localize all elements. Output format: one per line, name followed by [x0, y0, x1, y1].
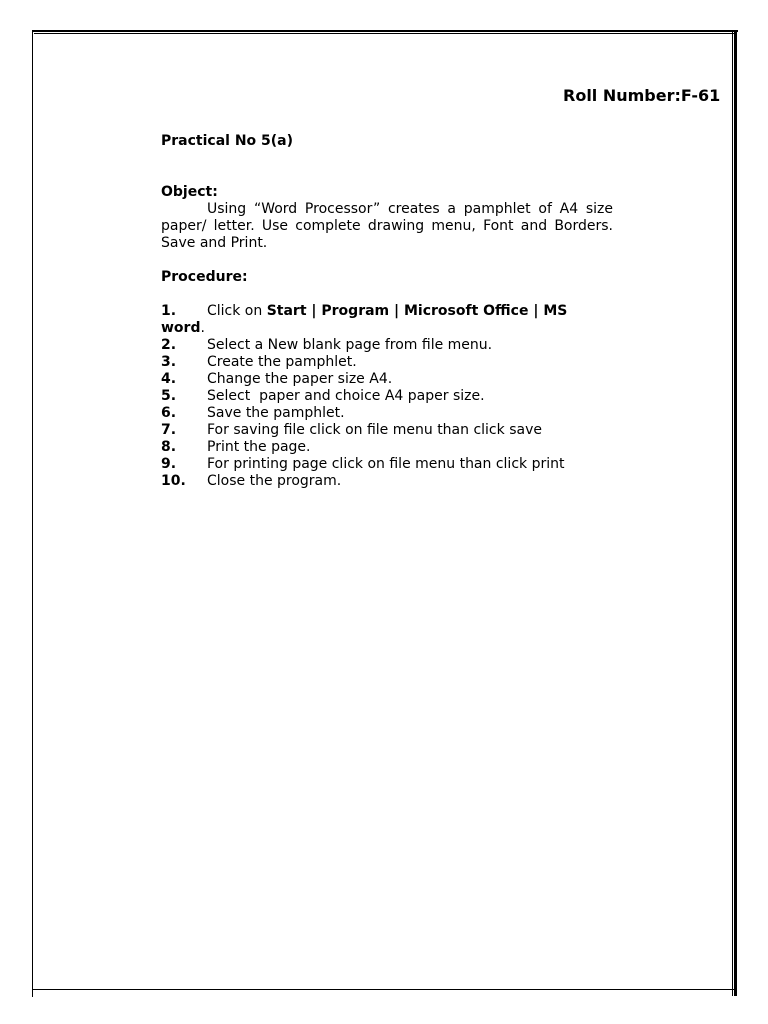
practical-title: Practical No 5(a) — [161, 133, 294, 149]
procedure-step — [161, 439, 613, 456]
procedure-step — [161, 422, 613, 439]
procedure-step — [161, 371, 613, 388]
step-number: 10. — [161, 473, 186, 489]
step-text: Click on — [207, 303, 267, 319]
step-number: 1. — [161, 303, 177, 319]
menu-path: Start | Program | Microsoft Office | MS word — [161, 303, 568, 336]
step-number: 7. — [161, 422, 177, 438]
step-text: Select a New blank page from file menu. — [207, 337, 493, 353]
procedure-step — [161, 303, 613, 337]
page-border-bottom — [32, 989, 736, 990]
step-text: Change the paper size A4. — [207, 371, 393, 387]
procedure-list — [161, 303, 613, 490]
page-border-top — [32, 30, 738, 32]
procedure-step — [161, 405, 613, 422]
page-border-tick — [32, 989, 33, 997]
step-number: 6. — [161, 405, 177, 421]
page-border-right — [732, 30, 733, 996]
object-text: Using “Word Processor” creates a pamphlet of A4 size paper/ letter. Use complete drawing menu, Font and Borders. Save and Print. — [161, 201, 613, 251]
procedure-step — [161, 473, 613, 490]
step-number: 4. — [161, 371, 177, 387]
procedure-step — [161, 388, 613, 405]
page-border-left — [32, 30, 33, 996]
step-text: Create the pamphlet. — [207, 354, 357, 370]
step-text: For printing page click on file menu than click print — [207, 456, 565, 472]
procedure-step — [161, 354, 613, 371]
step-number: 2. — [161, 337, 177, 353]
object-heading: Object: — [161, 184, 218, 200]
step-text: Save the pamphlet. — [207, 405, 345, 421]
step-text: Select paper and choice A4 paper size. — [207, 388, 485, 404]
step-text: Print the page. — [207, 439, 311, 455]
step-text: Close the program. — [207, 473, 342, 489]
step-text: For saving file click on file menu than click save — [207, 422, 542, 438]
procedure-step — [161, 337, 613, 354]
roll-number: Roll Number:F-61 — [563, 86, 721, 105]
step-number: 8. — [161, 439, 177, 455]
step-number: 9. — [161, 456, 177, 472]
document-body — [161, 133, 613, 490]
page-border-top-inner — [34, 33, 734, 34]
procedure-heading: Procedure: — [161, 269, 248, 285]
procedure-step — [161, 456, 613, 473]
step-number: 5. — [161, 388, 177, 404]
page-border-right-thick — [734, 30, 737, 996]
step-text-suffix: . — [200, 320, 205, 336]
step-number: 3. — [161, 354, 177, 370]
